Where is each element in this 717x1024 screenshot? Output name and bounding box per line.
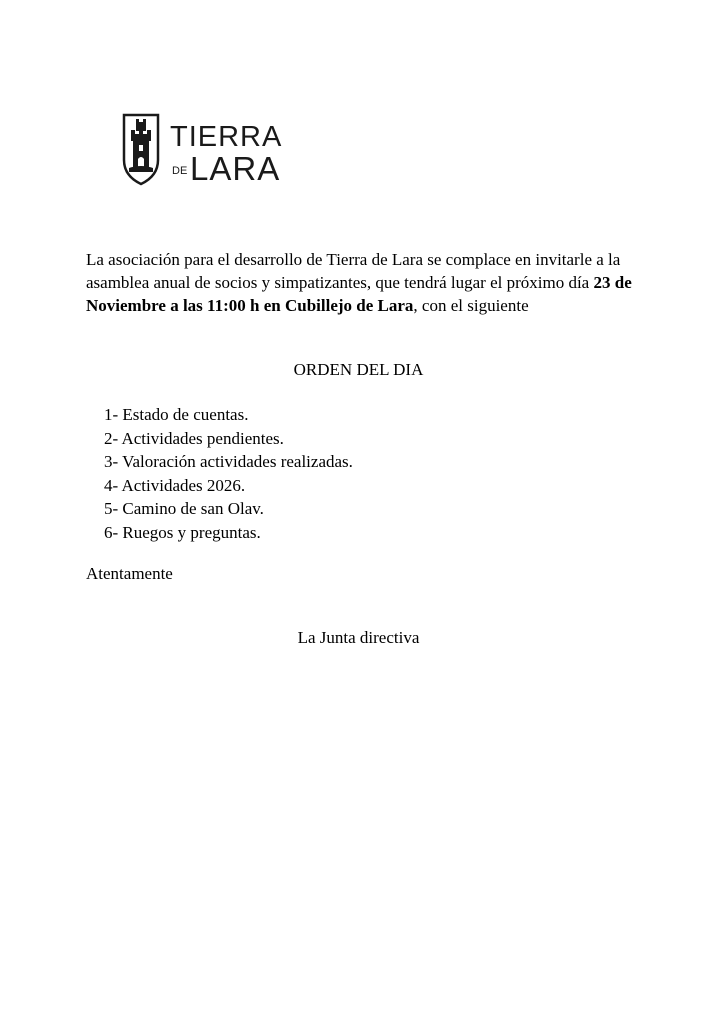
logo-line1: TIERRA xyxy=(170,121,283,153)
agenda-item: 1- Estado de cuentas. xyxy=(104,405,249,424)
logo-line2-small: DE xyxy=(172,165,188,177)
agenda-item: 5- Camino de san Olav. xyxy=(104,499,264,518)
logo-line2: LARA xyxy=(190,150,281,187)
agenda-item: 3- Valoración actividades realizadas. xyxy=(104,452,353,471)
closing: Atentamente xyxy=(86,564,173,583)
agenda-item: 2- Actividades pendientes. xyxy=(104,428,284,448)
invitation-date-place: 23 de Noviembre a las 11:00 h en Cubillejo de Lara xyxy=(86,273,632,315)
invitation-paragraph xyxy=(86,248,646,317)
invitation-text-1: La asociación para el desarrollo de Tierra de Lara se complace en invitarle a la asamblea anual de socios y simpatizantes, que tendrá lugar el próximo día xyxy=(86,250,621,292)
agenda-item: 6- Ruegos y preguntas. xyxy=(104,522,261,542)
shield-castle-icon xyxy=(120,112,290,188)
agenda-title: ORDEN DEL DIA xyxy=(293,360,424,379)
invitation-text-2: , con el siguiente xyxy=(413,296,529,315)
tierra-de-lara-logo xyxy=(120,112,290,188)
signature: La Junta directiva xyxy=(297,628,420,647)
agenda-item: 4- Actividades 2026. xyxy=(104,475,246,495)
agenda-list xyxy=(104,403,353,544)
